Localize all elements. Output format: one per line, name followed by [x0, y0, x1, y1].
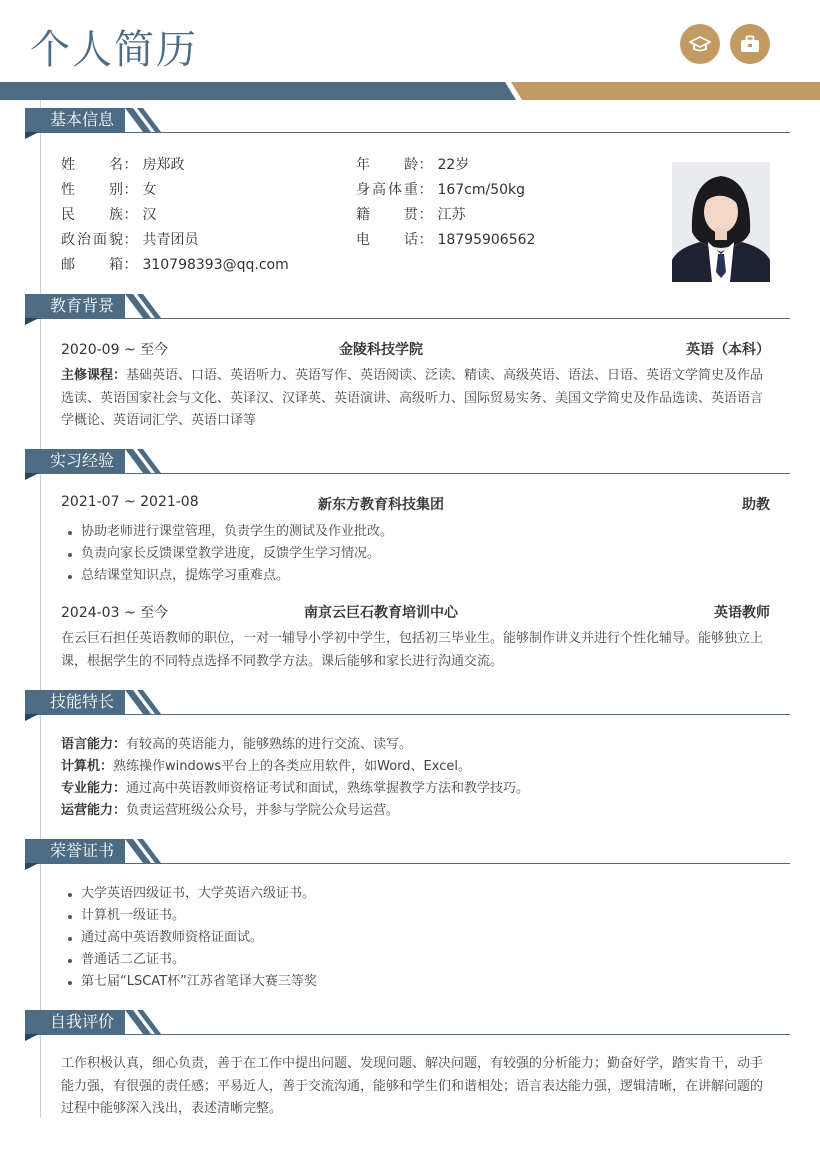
stripe-decoration	[125, 1010, 185, 1034]
list-item: 协助老师进行课堂管理，负责学生的测试及作业批改。	[68, 521, 768, 543]
page-title: 个人简历	[30, 27, 198, 73]
info-email: 邮箱： 310798393@qq.com	[61, 257, 289, 273]
profile-photo	[672, 162, 770, 282]
job1-duties	[68, 521, 768, 587]
section-fold	[25, 1034, 39, 1041]
list-item: 第七届“LSCAT杯”江苏省笔译大赛三等奖	[68, 971, 768, 993]
section-title: 技能特长	[25, 690, 125, 714]
stripe-decoration	[125, 294, 185, 318]
job2-date: 2024-03 ~ 至今	[61, 605, 169, 621]
job1-date: 2021-07 ~ 2021-08	[61, 494, 199, 510]
stripe-decoration	[125, 690, 185, 714]
stripe-decoration	[125, 839, 185, 863]
skill-item: 运营能力：负责运营班级公众号，并参与学院公众号运营。	[61, 803, 400, 818]
job2-role: 英语教师	[714, 605, 770, 621]
briefcase-icon	[730, 24, 770, 64]
section-self-evaluation	[25, 1010, 790, 1034]
self-evaluation-text: 工作积极认真，细心负责，善于在工作中提出问题、发现问题、解决问题，有较强的分析能力；勤奋好学，踏实肯干，动手能力强，有很强的责任感；平易近人，善于交流沟通，能够和学生们和谐相处；语言表达能力强，逻辑清晰，在讲解问题的过程中能够深入浅出，表述清晰完整。	[61, 1056, 764, 1116]
job1-role: 助教	[742, 497, 770, 513]
section-skills	[25, 690, 790, 714]
section-fold	[25, 714, 39, 721]
list-item: 总结课堂知识点，提炼学习重难点。	[68, 565, 768, 587]
skill-item: 语言能力：有较高的英语能力，能够熟练的进行交流、读写。	[61, 737, 413, 752]
section-header	[25, 839, 790, 863]
graduation-cap-icon	[680, 24, 720, 64]
section-fold	[25, 318, 39, 325]
section-header	[25, 108, 790, 132]
section-fold	[25, 132, 39, 139]
job2-company: 南京云巨石教育培训中心	[304, 605, 458, 621]
section-honors	[25, 839, 790, 863]
list-item: 普通话二乙证书。	[68, 949, 768, 971]
timeline-line	[40, 100, 41, 1118]
section-basic-info	[25, 108, 790, 132]
education-row	[61, 339, 770, 359]
info-gender: 性别： 女	[61, 182, 157, 198]
section-header	[25, 690, 790, 714]
section-title: 教育背景	[25, 294, 125, 318]
section-title: 基本信息	[25, 108, 125, 132]
header-bar	[0, 82, 820, 100]
info-phone: 电话： 18795906562	[356, 232, 536, 248]
section-education	[25, 294, 790, 318]
stripe-decoration	[125, 108, 185, 132]
info-ethnicity: 民族： 汉	[61, 207, 157, 223]
info-body: 身高体重： 167cm/50kg	[356, 182, 526, 198]
section-header	[25, 294, 790, 318]
section-title: 荣誉证书	[25, 839, 125, 863]
education-school: 金陵科技学院	[339, 342, 423, 358]
job2-row	[61, 602, 770, 622]
education-major: 英语（本科）	[686, 342, 770, 358]
section-title: 自我评价	[25, 1010, 125, 1034]
section-title: 实习经验	[25, 449, 125, 473]
info-politics: 政治面貌： 共青团员	[61, 232, 199, 248]
info-name: 姓名： 房郑政	[61, 157, 185, 173]
job1-row	[61, 494, 770, 514]
honors-list	[68, 883, 768, 993]
section-header	[25, 449, 790, 473]
section-fold	[25, 473, 39, 480]
education-courses: 主修课程：基础英语、口语、英语听力、英语写作、英语阅读、泛读、精读、高级英语、语法、日语、英语文学简史及作品选读、英语国家社会与文化、英译汉、汉译英、英语演讲、高级听力、国际贸易实务、美国文学简史及作品选读、英语语言学概论、英语词汇学、英语口译等	[61, 368, 764, 428]
list-item: 通过高中英语教师资格证面试。	[68, 927, 768, 949]
stripe-decoration	[125, 449, 185, 473]
list-item: 大学英语四级证书，大学英语六级证书。	[68, 883, 768, 905]
section-header	[25, 1010, 790, 1034]
section-internship	[25, 449, 790, 473]
education-date: 2020-09 ~ 至今	[61, 342, 169, 358]
skill-item: 计算机：熟练操作windows平台上的各类应用软件，如Word、Excel。	[61, 759, 471, 774]
skill-item: 专业能力：通过高中英语教师资格证考试和面试，熟练掌握教学方法和教学技巧。	[61, 781, 530, 796]
section-fold	[25, 863, 39, 870]
job1-company: 新东方教育科技集团	[318, 497, 444, 513]
list-item: 负责向家长反馈课堂教学进度，反馈学生学习情况。	[68, 543, 768, 565]
info-origin: 籍贯： 江苏	[356, 207, 466, 223]
job2-description: 在云巨石担任英语教师的职位，一对一辅导小学初中学生，包括初三毕业生。能够制作讲义并进行个性化辅导。能够独立上课，根据学生的不同特点选择不同教学方法。课后能够和家长进行沟通交流。	[61, 631, 764, 669]
info-age: 年龄： 22岁	[356, 157, 470, 173]
list-item: 计算机一级证书。	[68, 905, 768, 927]
